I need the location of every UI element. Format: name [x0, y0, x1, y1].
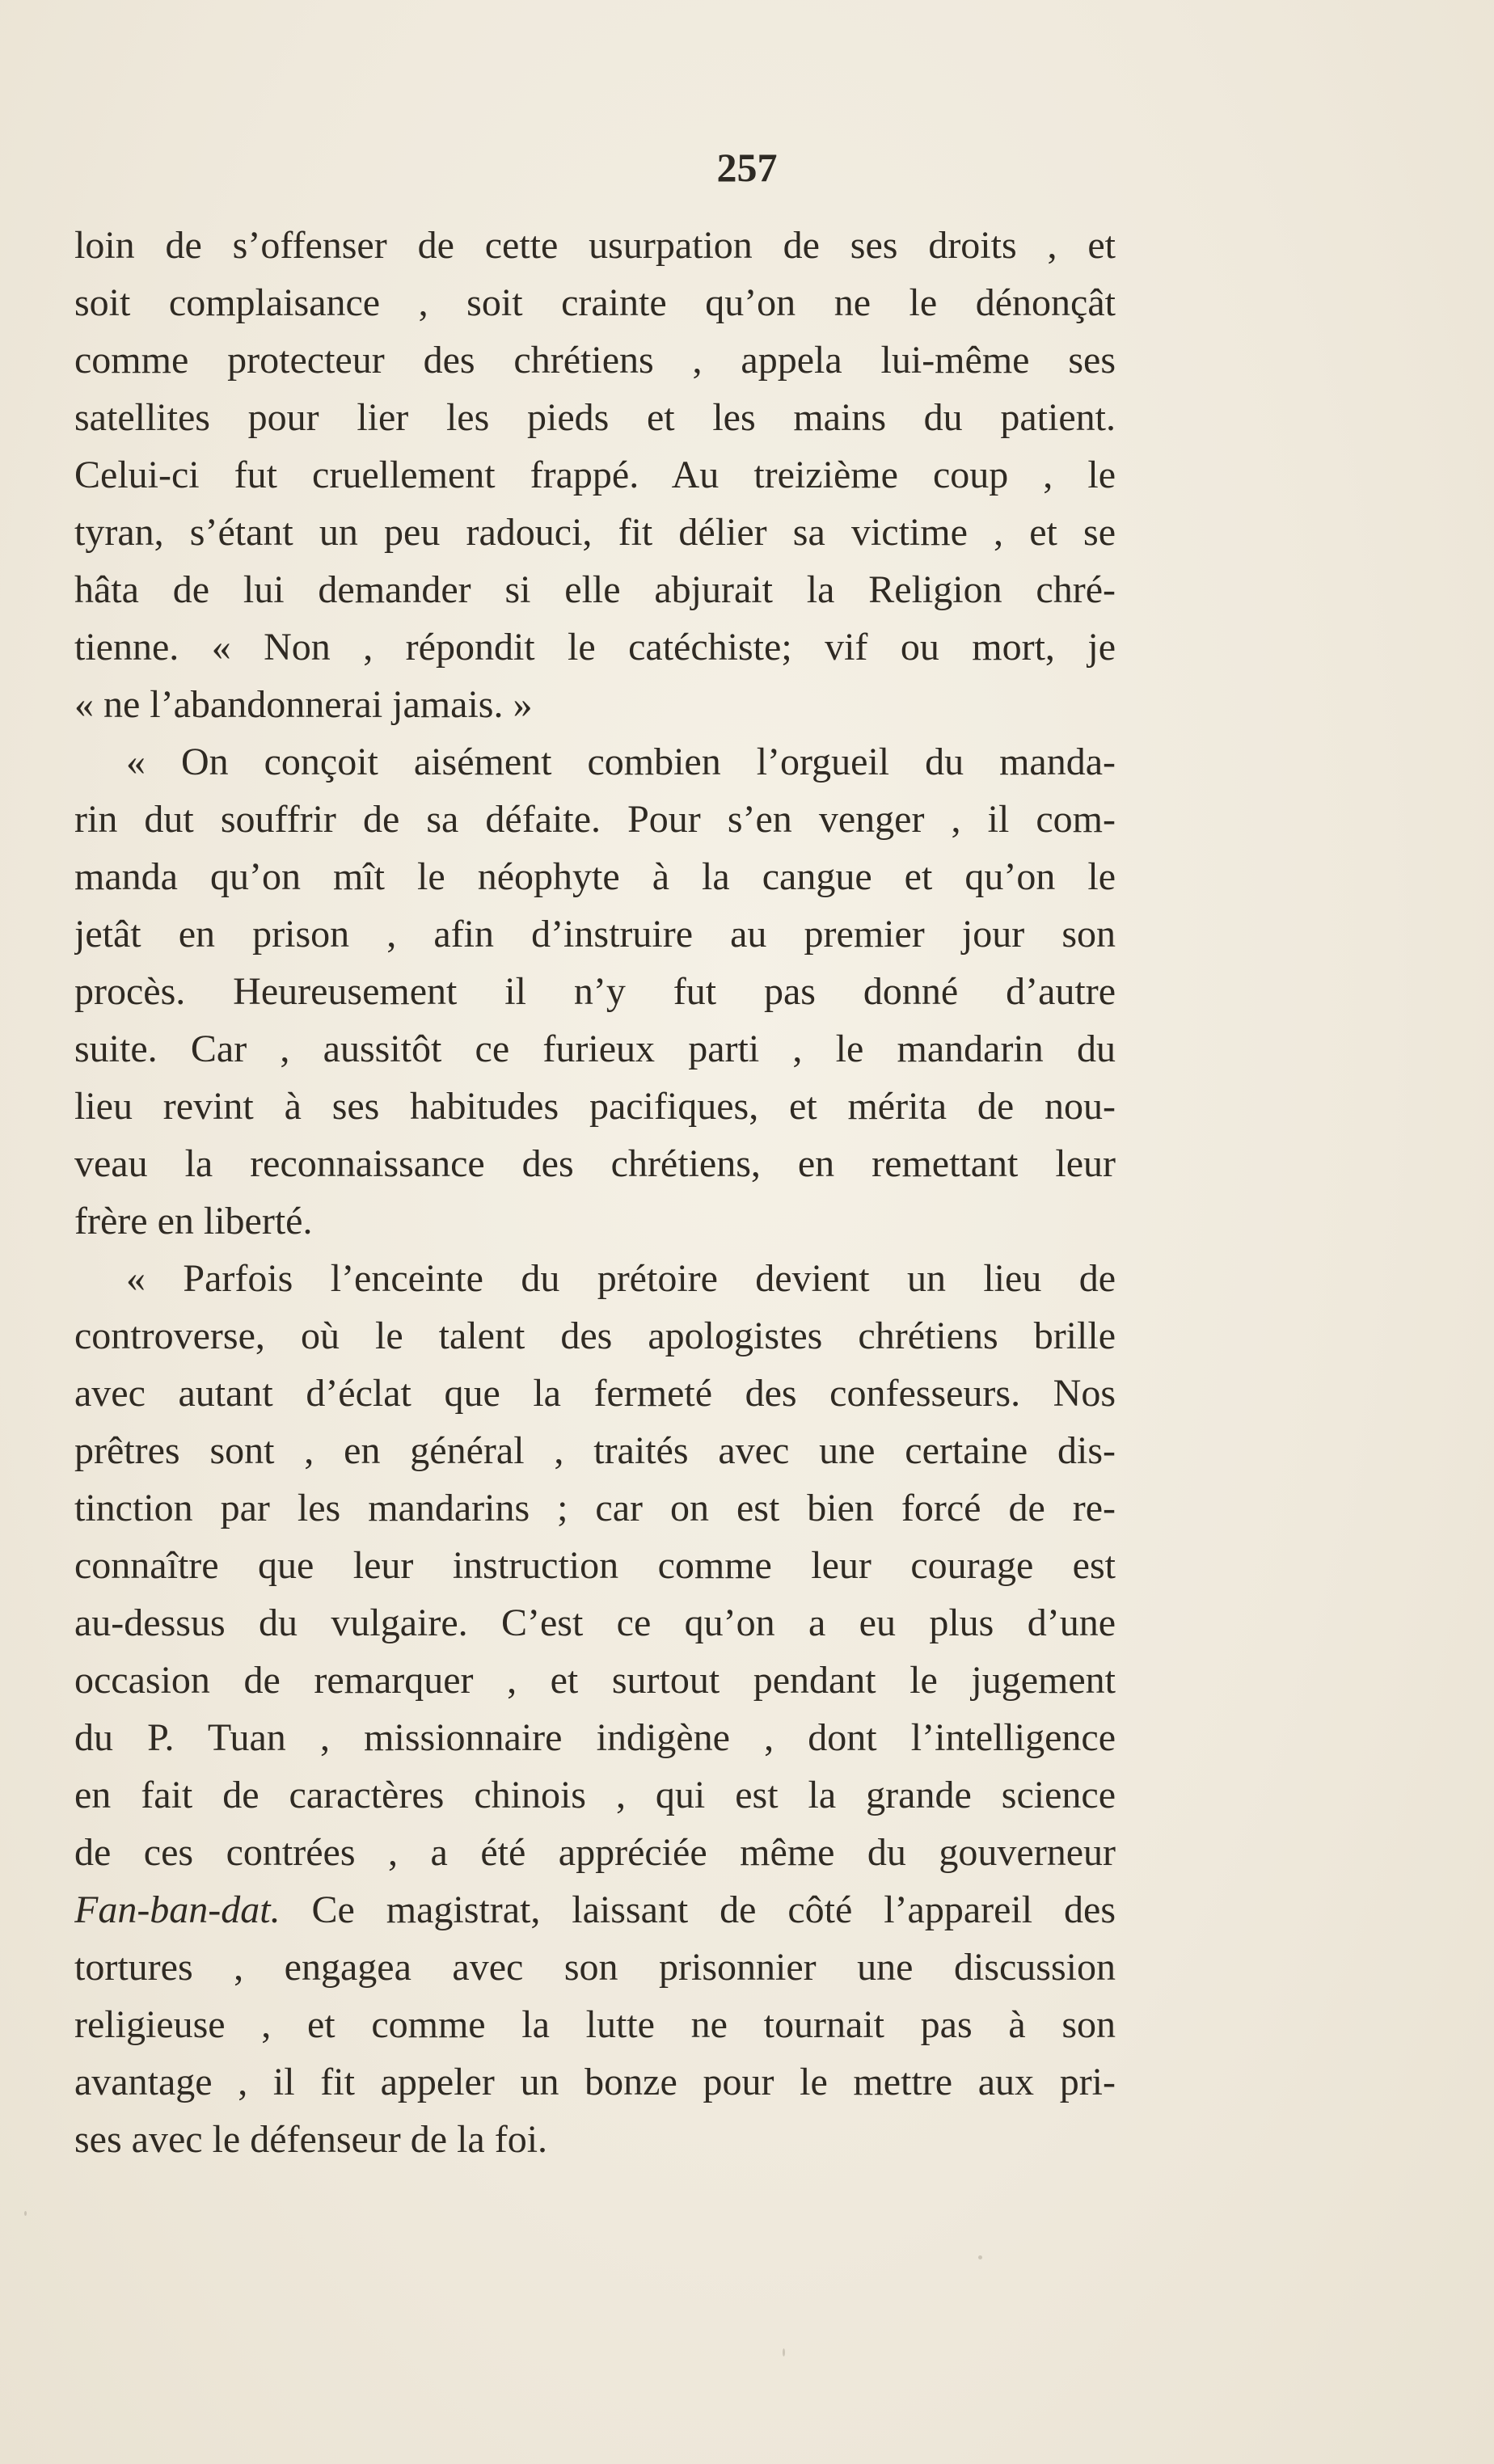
text-line: ses avec le défenseur de la foi. [74, 2118, 548, 2161]
text-line: suite. Car , aussitôt ce furieux parti , le mandarin du [74, 1027, 1116, 1070]
text-line: religieuse , et comme la lutte ne tournait pas à son [74, 2003, 1116, 2046]
text-line: tortures , engagea avec son prisonnier une discussion [74, 1946, 1116, 1989]
text-line: avec autant d’éclat que la fermeté des confesseurs. Nos [74, 1372, 1116, 1415]
text-segment: Ce magistrat, laissant de côté l’appareil des [280, 1888, 1116, 1931]
text-line: controverse, où le talent des apologistes chrétiens brille [74, 1314, 1116, 1357]
text-line: de ces contrées , a été appréciée même du gouverneur [74, 1831, 1116, 1874]
text-line: hâta de lui demander si elle abjurait la Religion chré- [74, 568, 1116, 611]
paper-speck [24, 2211, 27, 2216]
text-line: comme protecteur des chrétiens , appela lui-même ses [74, 339, 1116, 382]
text-line: tienne. « Non , répondit le catéchiste; vif ou mort, je [74, 626, 1116, 669]
text-line: soit complaisance , soit crainte qu’on ne le dénonçât [74, 281, 1116, 324]
text-line: connaître que leur instruction comme leur courage est [74, 1544, 1116, 1587]
text-line: tinction par les mandarins ; car on est bien forcé de re- [74, 1487, 1116, 1529]
text-line: au-dessus du vulgaire. C’est ce qu’on a eu plus d’une [74, 1601, 1116, 1644]
text-line: prêtres sont , en général , traités avec une certaine dis- [74, 1429, 1116, 1472]
italic-name: Fan-ban-dat. [74, 1888, 281, 1931]
text-line: frère en liberté. [74, 1200, 313, 1243]
text-line: manda qu’on mît le néophyte à la cangue et qu’on le [74, 855, 1116, 898]
page-number: 257 [716, 145, 778, 190]
text-line: tyran, s’étant un peu radouci, fit délier sa victime , et se [74, 511, 1116, 554]
paragraph-1 [74, 217, 1116, 733]
text-line: occasion de remarquer , et surtout pendant le jugement [74, 1659, 1116, 1702]
body-text [74, 217, 1116, 2168]
text-line: lieu revint à ses habitudes pacifiques, et mérita de nou- [74, 1085, 1116, 1128]
paper-speck [978, 2255, 982, 2259]
text-line: « ne l’abandonnerai jamais. » [74, 683, 533, 726]
text-line: avantage , il fit appeler un bonze pour le mettre aux pri- [74, 2061, 1116, 2103]
text-line: satellites pour lier les pieds et les mains du patient. [74, 396, 1116, 439]
text-line: « Parfois l’enceinte du prétoire devient un lieu de [126, 1257, 1116, 1300]
text-line: du P. Tuan , missionnaire indigène , dont l’intelligence [74, 1716, 1116, 1759]
paper-speck [783, 2348, 785, 2356]
paragraph-3 [74, 1250, 1116, 2168]
text-line: procès. Heureusement il n’y fut pas donné d’autre [74, 970, 1116, 1013]
text-line: veau la reconnaissance des chrétiens, en remettant leur [74, 1142, 1116, 1185]
text-line: « On conçoit aisément combien l’orgueil du manda- [126, 740, 1116, 783]
text-line: loin de s’offenser de cette usurpation de ses droits , et [74, 224, 1116, 267]
text-line-with-italic [74, 1881, 1116, 1939]
text-line: Celui-ci fut cruellement frappé. Au treizième coup , le [74, 454, 1116, 496]
paragraph-2 [74, 733, 1116, 1250]
text-line: en fait de caractères chinois , qui est la grande science [74, 1774, 1116, 1816]
text-line: jetât en prison , afin d’instruire au premier jour son [74, 913, 1116, 956]
text-line: rin dut souffrir de sa défaite. Pour s’en venger , il com- [74, 798, 1116, 841]
